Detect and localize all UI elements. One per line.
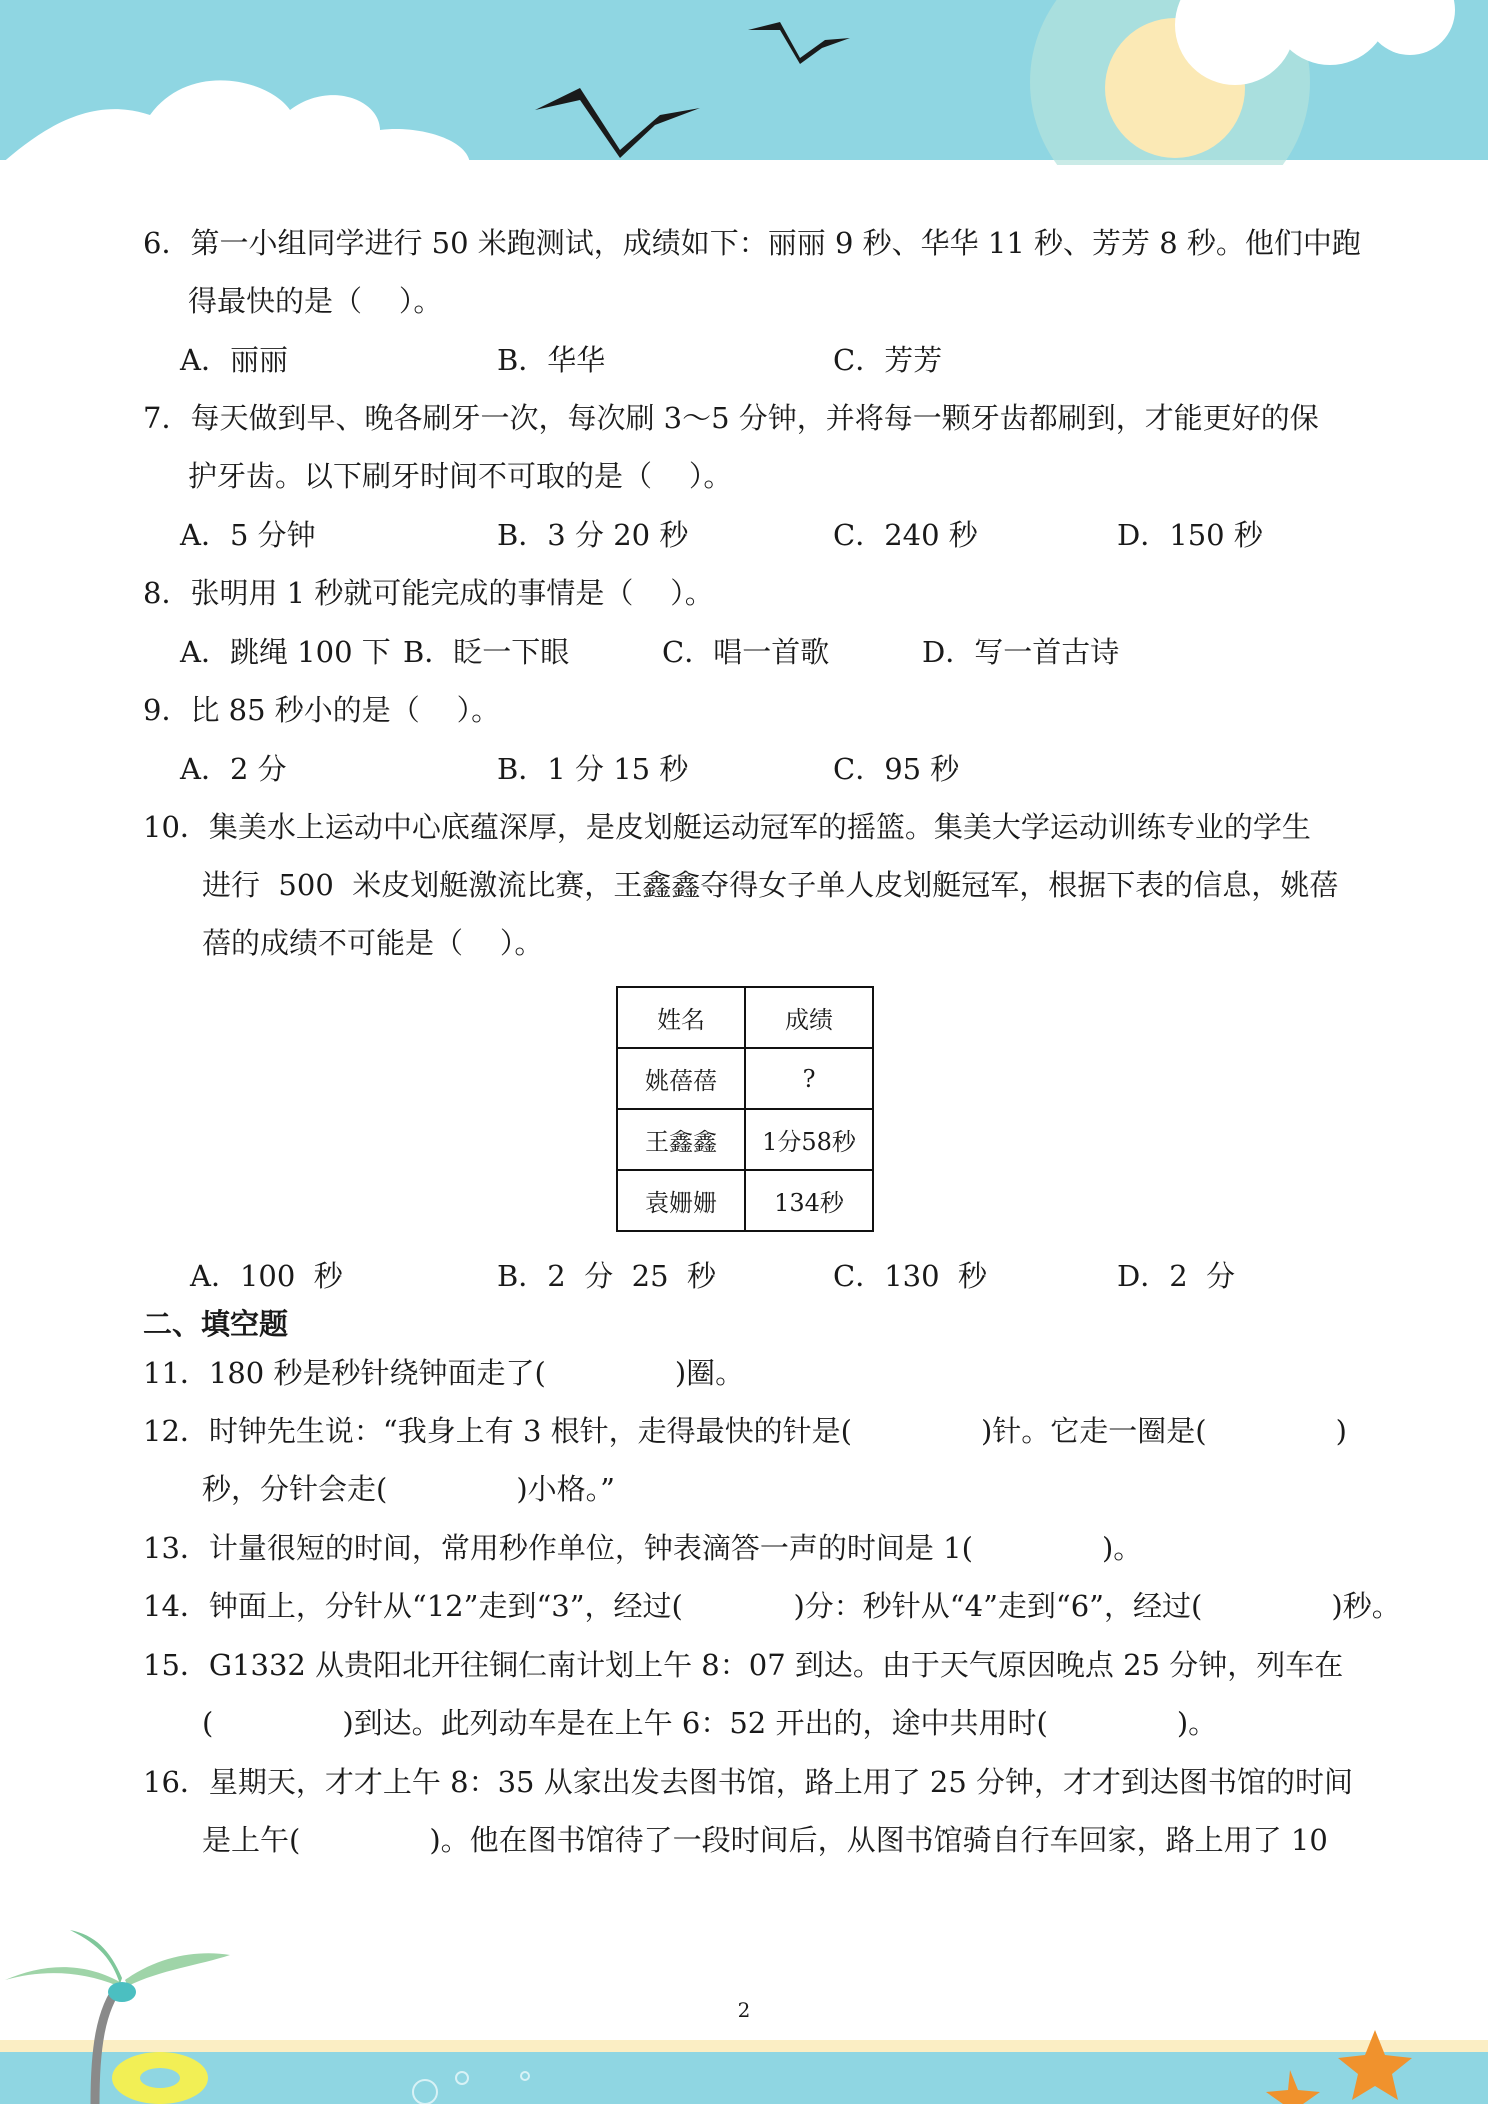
page-number: 2 bbox=[737, 1998, 751, 2022]
question-10-line-1: 10．集美水上运动中心底蕴深厚，是皮划艇运动冠军的摇篮。集美大学运动训练专业的学生 bbox=[143, 810, 1311, 844]
question-7-option-b: B．3 分 20 秒 bbox=[497, 518, 689, 552]
question-10-line-2: 进行 500 米皮划艇激流比赛，王鑫鑫夺得女子单人皮划艇冠军，根据下表的信息，姚蓓 bbox=[202, 868, 1339, 902]
question-6-option-a: A．丽丽 bbox=[180, 343, 288, 377]
table-cell-score: ? bbox=[745, 1048, 873, 1109]
header-decoration bbox=[0, 0, 1488, 170]
table-row bbox=[617, 1170, 873, 1231]
question-10-option-d: D．2 分 bbox=[1117, 1259, 1236, 1293]
table-cell-score: 134秒 bbox=[745, 1170, 873, 1231]
question-10-option-b: B．2 分 25 秒 bbox=[497, 1259, 716, 1293]
question-8-option-b: B．眨一下眼 bbox=[403, 635, 570, 669]
question-10-option-c: C．130 秒 bbox=[833, 1259, 987, 1293]
table-row bbox=[617, 1109, 873, 1170]
question-7-option-c: C．240 秒 bbox=[833, 518, 978, 552]
question-7-line-2: 护牙齿。以下刷牙时间不可取的是（ ）。 bbox=[188, 459, 733, 493]
table-cell-name: 王鑫鑫 bbox=[617, 1109, 745, 1170]
question-8-option-c: C．唱一首歌 bbox=[662, 635, 830, 669]
fill-15-line-1: 15．G1332 从贵阳北开往铜仁南计划上午 8：07 到达。由于天气原因晚点 25 分钟，列车在 bbox=[143, 1648, 1344, 1682]
table-header-score: 成绩 bbox=[745, 987, 873, 1048]
question-8-line-1: 8．张明用 1 秒就可能完成的事情是（ ）。 bbox=[143, 576, 714, 610]
question-9-option-b: B．1 分 15 秒 bbox=[497, 752, 689, 786]
question-8-option-d: D．写一首古诗 bbox=[922, 635, 1120, 669]
table-header-name: 姓名 bbox=[617, 987, 745, 1048]
table-cell-name: 袁姗姗 bbox=[617, 1170, 745, 1231]
fill-16-line-1: 16．星期天，才才上午 8：35 从家出发去图书馆，路上用了 25 分钟，才才到达图书馆的时间 bbox=[143, 1765, 1354, 1799]
fill-12-line-1: 12．时钟先生说：“我身上有 3 根针，走得最快的针是( )针。它走一圈是( ) bbox=[143, 1414, 1347, 1448]
question-9-line-1: 9．比 85 秒小的是（ ）。 bbox=[143, 693, 501, 727]
table-cell-name: 姚蓓蓓 bbox=[617, 1048, 745, 1109]
fill-16-line-2: 是上午( )。他在图书馆待了一段时间后，从图书馆骑自行车回家，路上用了 10 bbox=[202, 1823, 1328, 1857]
fill-12-line-2: 秒，分针会走( )小格。” bbox=[202, 1472, 616, 1506]
table-cell-score: 1分58秒 bbox=[745, 1109, 873, 1170]
question-10-option-a: A．100 秒 bbox=[190, 1259, 343, 1293]
question-8-option-a: A．跳绳 100 下 bbox=[180, 635, 391, 669]
fill-11-line-1: 11．180 秒是秒针绕钟面走了( )圈。 bbox=[143, 1356, 745, 1390]
table-header-row bbox=[617, 987, 873, 1048]
score-table bbox=[616, 986, 874, 1232]
question-9-option-c: C．95 秒 bbox=[833, 752, 960, 786]
question-7-option-d: D．150 秒 bbox=[1117, 518, 1263, 552]
fill-15-line-2: ( )到达。此列动车是在上午 6：52 开出的，途中共用时( )。 bbox=[202, 1706, 1218, 1740]
question-10-line-3: 蓓的成绩不可能是（ ）。 bbox=[202, 926, 544, 960]
question-7-line-1: 7．每天做到早、晚各刷牙一次，每次刷 3～5 分钟，并将每一颗牙齿都刷到，才能更好的保 bbox=[143, 401, 1319, 435]
fill-14-line-1: 14．钟面上，分针从“12”走到“3”，经过( )分：秒针从“4”走到“6”，经过( )秒。 bbox=[143, 1589, 1401, 1623]
section-2-title: 二、填空题 bbox=[143, 1307, 289, 1341]
question-7-option-a: A．5 分钟 bbox=[180, 518, 316, 552]
table-row bbox=[617, 1048, 873, 1109]
question-6-option-c: C．芳芳 bbox=[833, 343, 943, 377]
fill-13-line-1: 13．计量很短的时间，常用秒作单位，钟表滴答一声的时间是 1( )。 bbox=[143, 1531, 1143, 1565]
question-6-line-1: 6．第一小组同学进行 50 米跑测试，成绩如下：丽丽 9 秒、华华 11 秒、芳芳 8 秒。他们中跑 bbox=[143, 226, 1361, 260]
question-9-option-a: A．2 分 bbox=[180, 752, 287, 786]
question-6-line-2: 得最快的是（ ）。 bbox=[188, 284, 443, 318]
question-6-option-b: B．华华 bbox=[497, 343, 606, 377]
